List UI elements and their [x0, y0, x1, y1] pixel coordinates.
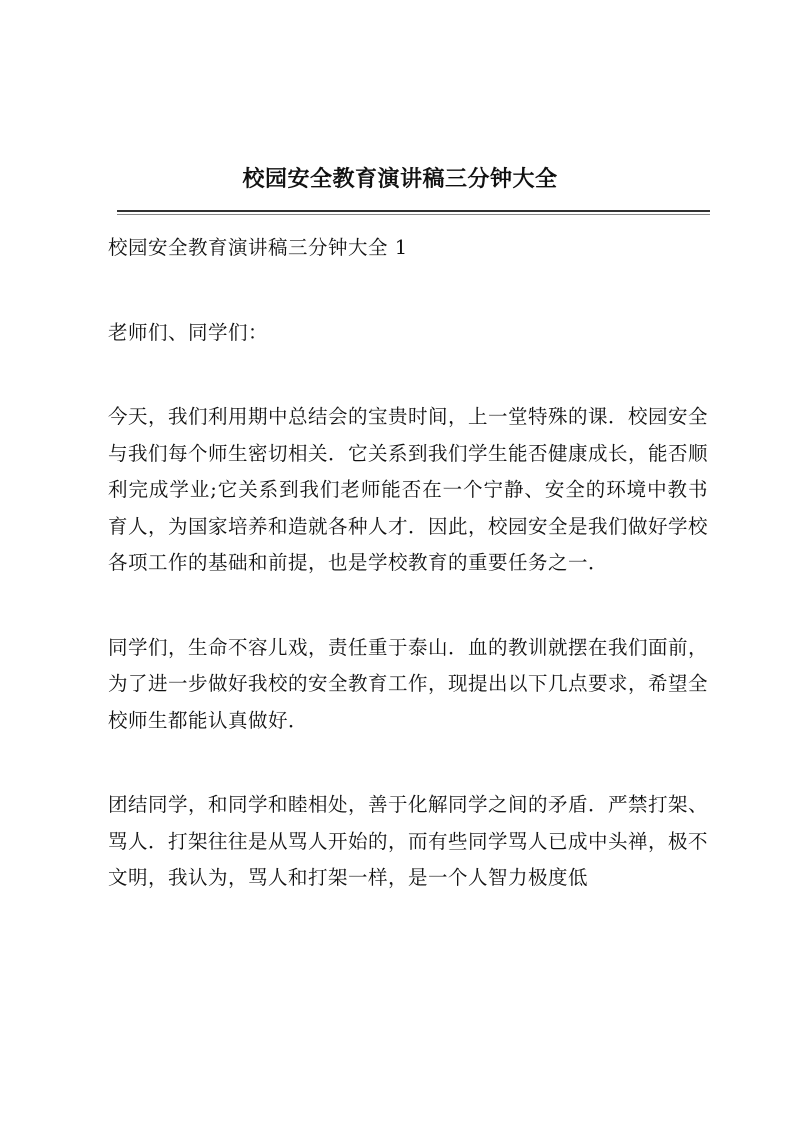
document-body	[108, 230, 708, 945]
title-divider-thin	[117, 214, 710, 215]
paragraph-3: 团结同学，和同学和睦相处，善于化解同学之间的矛盾．严禁打架、骂人．打架往往是从骂人开始的，而有些同学骂人已成中头禅，极不文明，我认为，骂人和打架一样，是一个人智力极度低	[108, 793, 709, 889]
title-divider	[117, 210, 710, 212]
greeting: 老师们、同学们：	[108, 320, 269, 344]
paragraph-2: 同学们，生命不容儿戏，责任重于泰山．血的教训就摆在我们面前，为了进一步做好我校的安全教育工作，现提出以下几点要求，希望全校师生都能认真做好．	[108, 635, 709, 732]
paragraph-1: 今天，我们利用期中总结会的宝贵时间，上一堂特殊的课．校园安全与我们每个师生密切相关．它关系到我们学生能否健康成长，能否顺利完成学业;它关系到我们老师能否在一个宁静、安全的环境中教书育人，为国家培养和造就各种人才．因此，校园安全是我们做好学校各项工作的基础和前提，也是学校教育的重要任务之一．	[108, 405, 709, 574]
section-heading: 校园安全教育演讲稿三分钟大全 1	[108, 236, 408, 259]
document-title: 校园安全教育演讲稿三分钟大全	[242, 166, 558, 192]
